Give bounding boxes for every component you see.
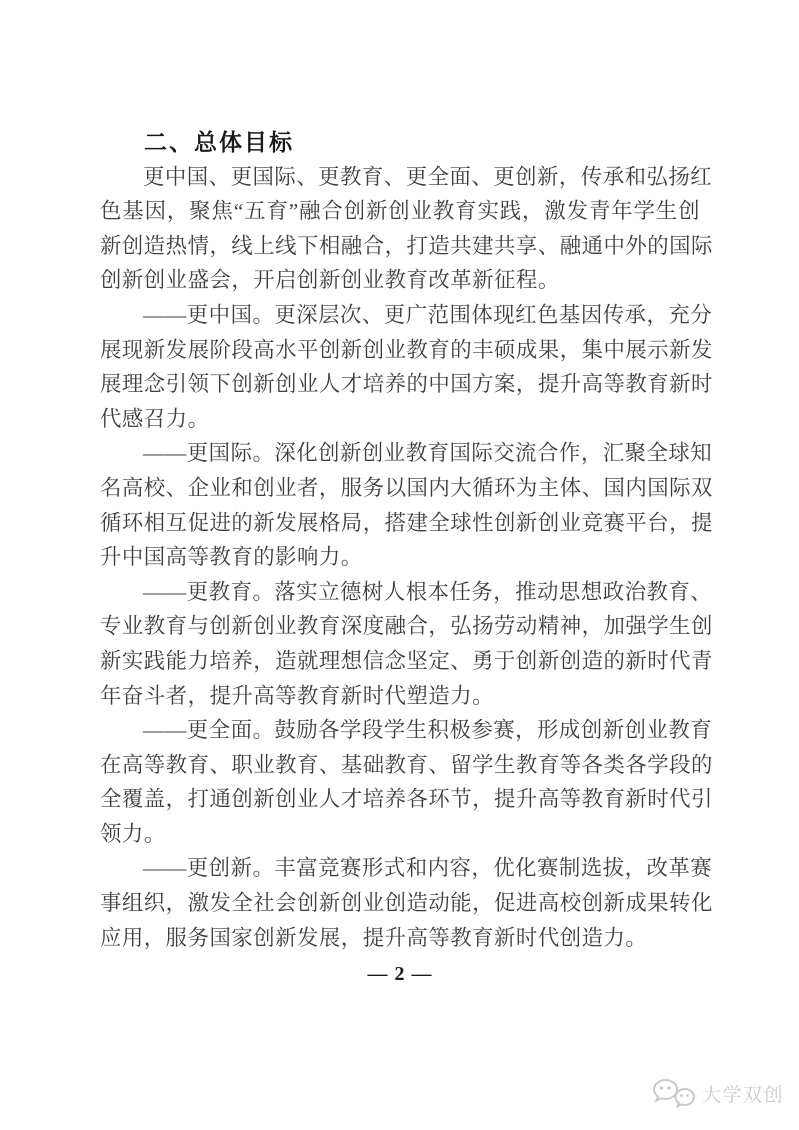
watermark (652, 1078, 784, 1108)
text-line: 专业教育与创新创业教育深度融合，弘扬劳动精神，加强学生创 (100, 614, 713, 639)
paragraph (100, 298, 713, 436)
paragraph (100, 575, 713, 713)
text-line: ——更教育。落实立德树人根本任务，推动思想政治教育、 (143, 579, 713, 604)
text-line: 展现新发展阶段高水平创新创业教育的丰硕成果，集中展示新发 (100, 337, 713, 362)
text-line: 事组织，激发全社会创新创业创造动能，促进高校创新成果转化 (100, 891, 713, 916)
text-line: ——更全面。鼓励各学段学生积极参赛，形成创新创业教育 (143, 718, 713, 743)
text-line: 名高校、企业和创业者，服务以国内大循环为主体、国内国际双 (100, 475, 713, 500)
text-line: 领力。 (100, 821, 166, 846)
paragraph (100, 436, 713, 574)
text-line: 展理念引领下创新创业人才培养的中国方案，提升高等教育新时 (100, 372, 713, 397)
page-number: — 2 — (367, 963, 433, 986)
document-content (100, 125, 713, 992)
text-line: 升中国高等教育的影响力。 (100, 545, 363, 570)
text-line: 循环相互促进的新发展格局，搭建全球性创新创业竞赛平台，提 (100, 510, 713, 535)
paragraph (100, 851, 713, 955)
watermark-label: 大学双创 (701, 1084, 784, 1106)
paragraph (100, 713, 713, 851)
text-line: 更中国、更国际、更教育、更全面、更创新，传承和弘扬红 (143, 164, 713, 189)
text-line: 在高等教育、职业教育、基础教育、留学生教育等各类各学段的 (100, 752, 713, 777)
text-line: 新创造热情，线上线下相融合，打造共建共享、融通中外的国际 (100, 233, 713, 258)
text-line: ——更国际。深化创新创业教育国际交流合作，汇聚全球知 (143, 441, 713, 466)
text-line: 色基因，聚焦“五育”融合创新创业教育实践，激发青年学生创 (100, 199, 700, 224)
text-line: ——更创新。丰富竞赛形式和内容，优化赛制选拔，改革赛 (143, 856, 713, 881)
text-line: 新实践能力培养，造就理想信念坚定、勇于创新创造的新时代青 (100, 648, 713, 673)
paragraphs (100, 160, 713, 956)
wechat-icon (652, 1078, 696, 1108)
text-line: 全覆盖，打通创新创业人才培养各环节，提升高等教育新时代引 (100, 787, 713, 812)
text-line: ——更中国。更深层次、更广范围体现红色基因传承，充分 (143, 302, 713, 327)
paragraph (100, 160, 713, 298)
text-line: 年奋斗者，提升高等教育新时代塑造力。 (100, 683, 495, 708)
section-heading: 二、总体目标 (144, 129, 294, 155)
text-line: 创新创业盛会，开启创新创业教育改革新征程。 (100, 268, 560, 293)
text-line: 应用，服务国家创新发展，提升高等教育新时代创造力。 (100, 925, 648, 950)
text-line: 代感召力。 (100, 406, 210, 431)
